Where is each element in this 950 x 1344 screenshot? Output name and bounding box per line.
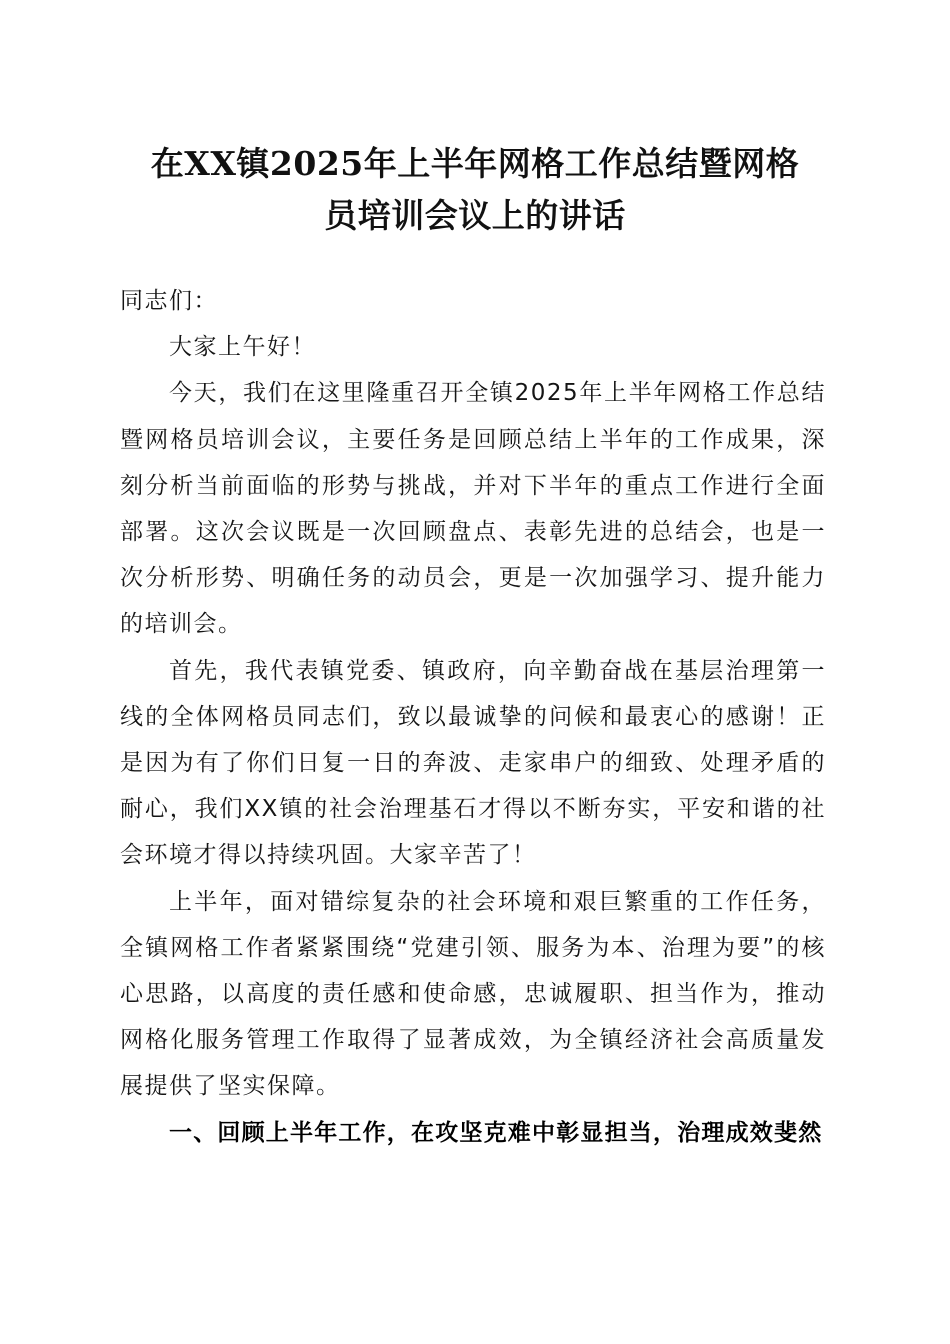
greeting-paragraph: 大家上午好！ xyxy=(169,334,316,361)
document-body xyxy=(120,278,826,1156)
summary-paragraph: 上半年，面对错综复杂的社会环境和艰巨繁重的工作任务，全镇网格工作者紧紧围绕“党建引领、服务为本、治理为要”的核心思路，以高度的责任感和使命感，忠诚履职、担当作为，推动网格化服务管理工作取得了显著成效，为全镇经济社会高质量发展提供了坚实保障。 xyxy=(120,888,826,1100)
salutation: 同志们： xyxy=(120,288,218,314)
intro-paragraph: 今天，我们在这里隆重召开全镇2025年上半年网格工作总结暨网格员培训会议，主要任务是回顾总结上半年的工作成果，深刻分析当前面临的形势与挑战，并对下半年的重点工作进行全面部署。这次会议既是一次回顾盘点、表彰先进的总结会，也是一次分析形势、明确任务的动员会，更是一次加强学习、提升能力的培训会。 xyxy=(120,380,826,638)
document-title xyxy=(100,138,850,242)
thanks-paragraph: 首先，我代表镇党委、镇政府，向辛勤奋战在基层治理第一线的全体网格员同志们，致以最诚挚的问候和最衷心的感谢！正是因为有了你们日复一日的奔波、走家串户的细致、处理矛盾的耐心，我们XX镇的社会治理基石才得以不断夯实，平安和谐的社会环境才得以持续巩固。大家辛苦了！ xyxy=(120,657,826,869)
section-heading: 一、回顾上半年工作，在攻坚克难中彰显担当，治理成效斐然 xyxy=(169,1119,823,1146)
title-line-1: 在XX镇2025年上半年网格工作总结暨网格 xyxy=(150,144,800,183)
title-line-2: 员培训会议上的讲话 xyxy=(324,196,626,235)
